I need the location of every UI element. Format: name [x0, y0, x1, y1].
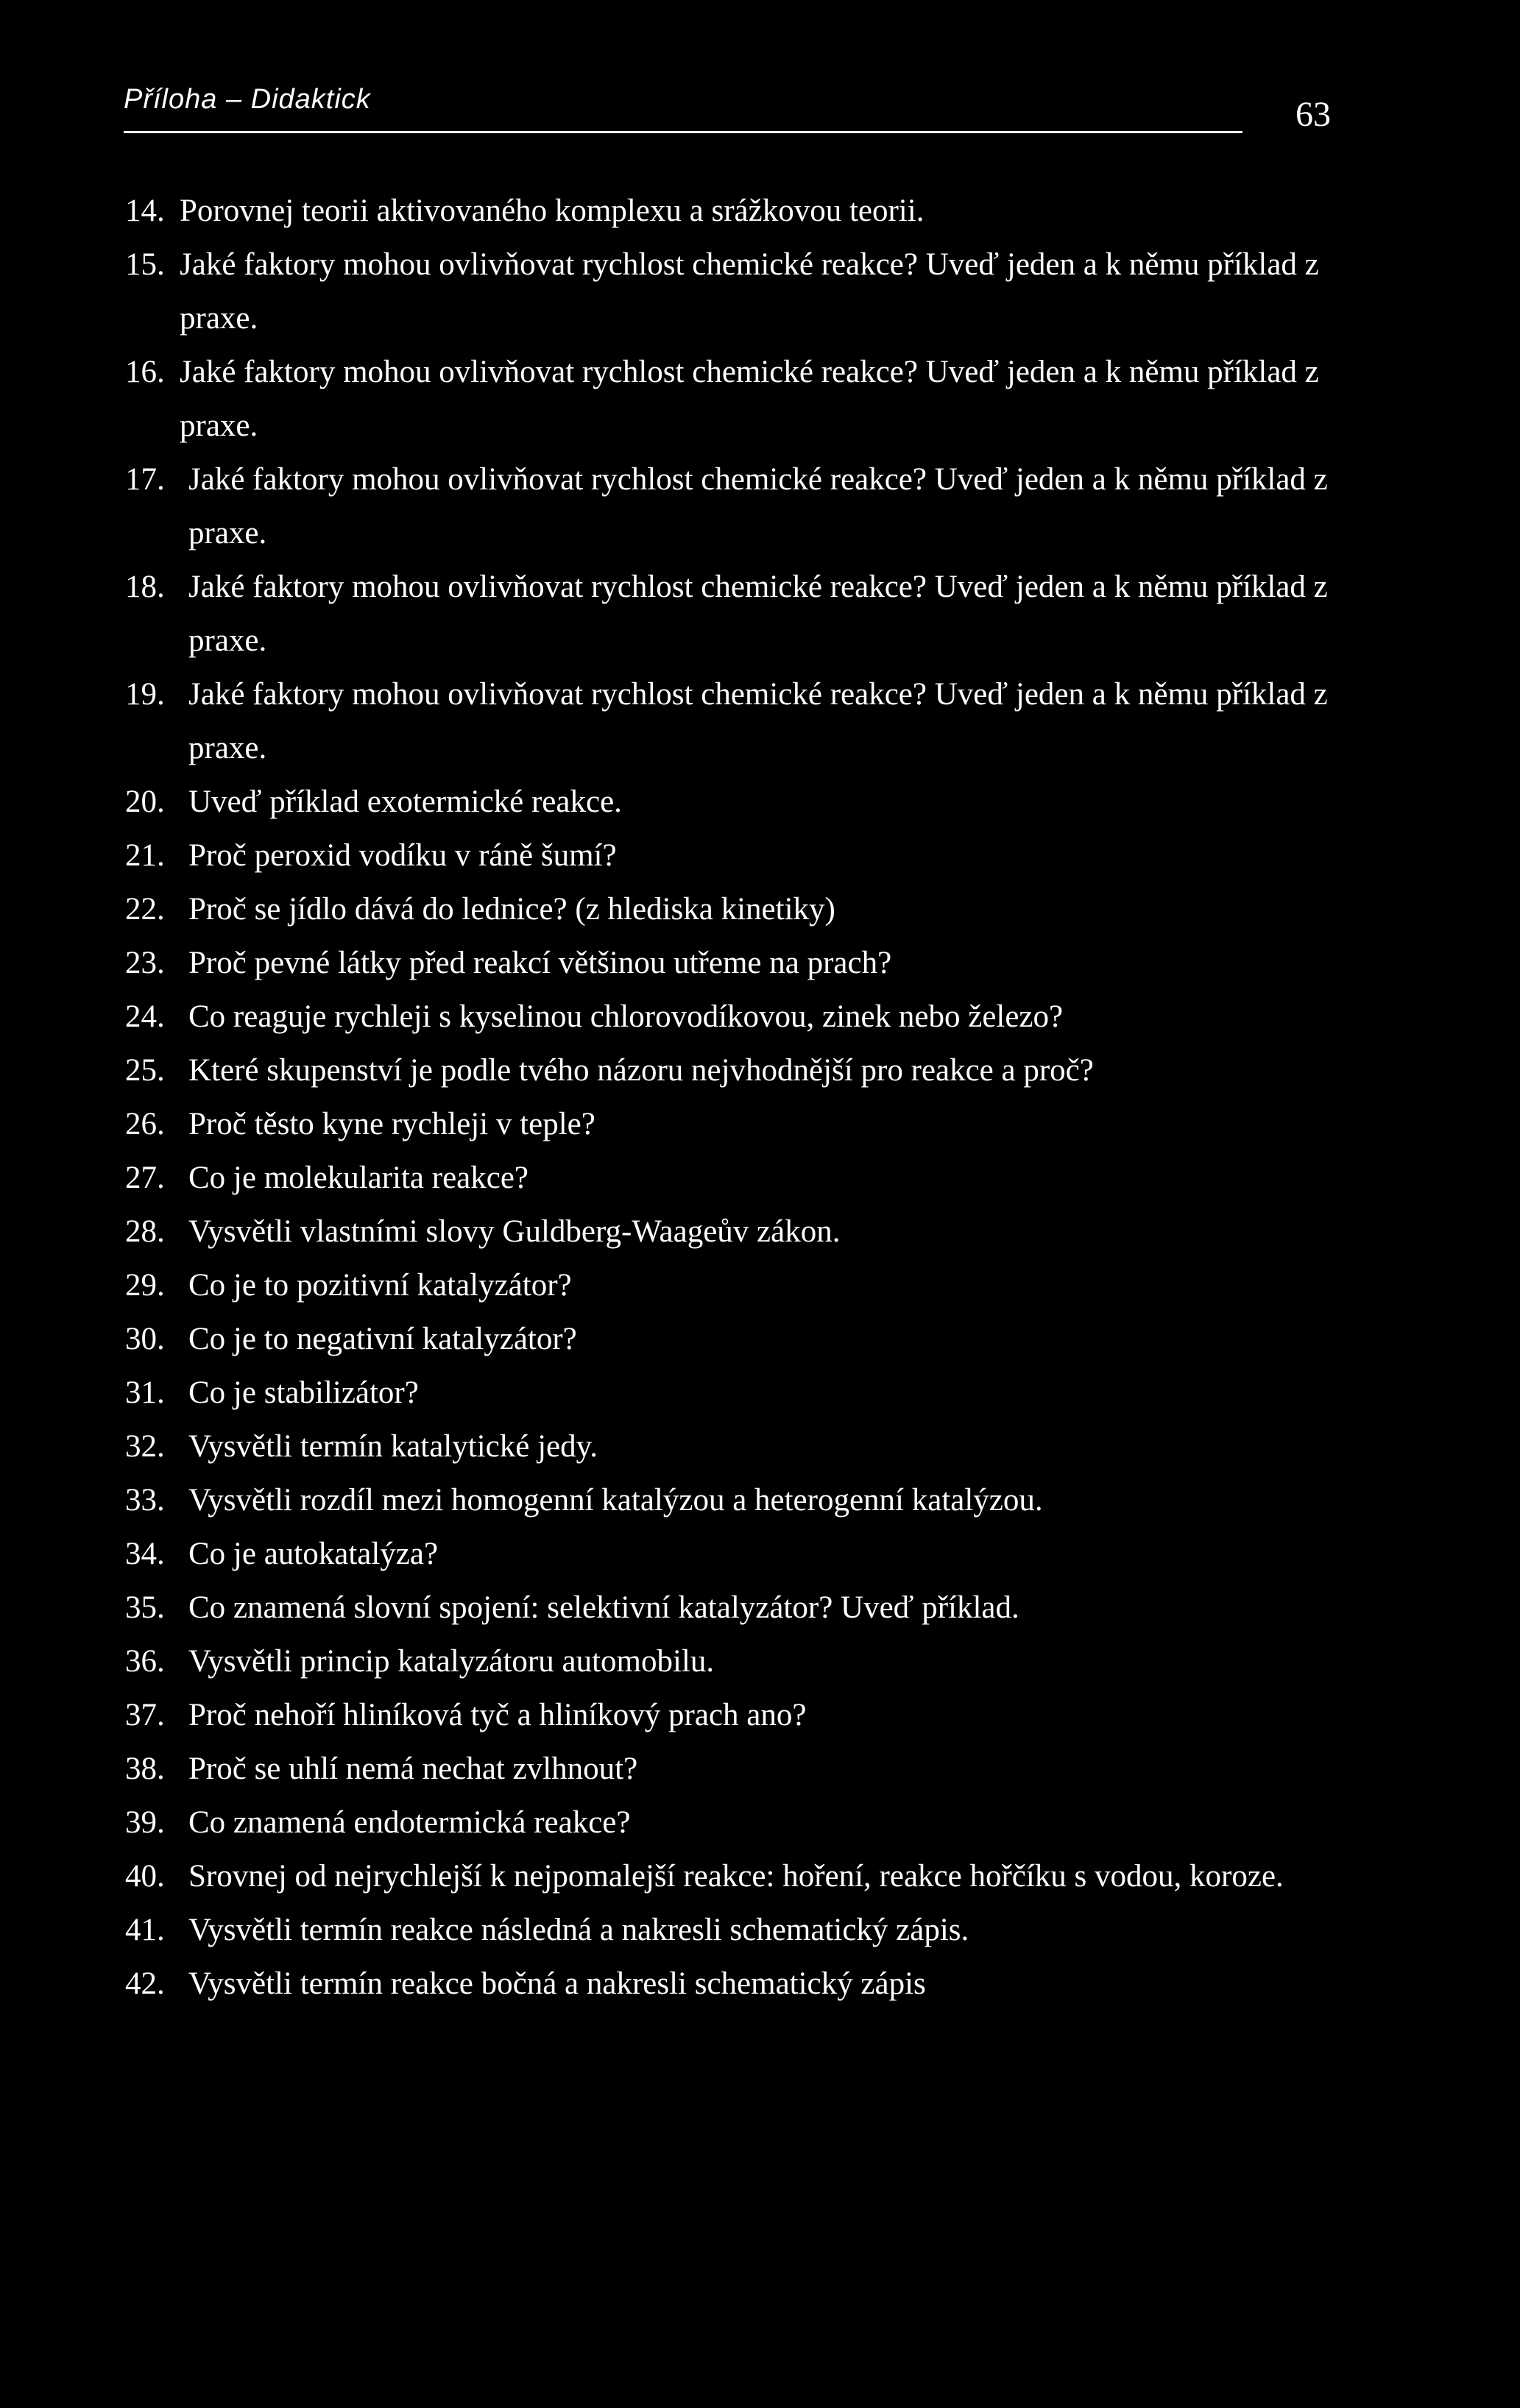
question-number: 29.	[125, 1268, 165, 1303]
question-item	[125, 1205, 1472, 1258]
question-number: 33.	[125, 1483, 165, 1518]
question-text: Jaké faktory mohou ovlivňovat rychlost chemické reakce? Uveď jeden a k němu příklad z praxe.	[180, 355, 1319, 443]
question-text: Porovnej teorii aktivovaného komplexu a srážkovou teorii.	[180, 194, 925, 228]
question-text: Co znamená endotermická reakce?	[188, 1805, 631, 1840]
question-item	[125, 775, 1472, 829]
question-item	[125, 1044, 1472, 1097]
question-text: Co je autokatalýza?	[188, 1537, 439, 1571]
question-text: Proč pevné látky před reakcí většinou utřeme na prach?	[188, 946, 892, 980]
question-item	[125, 1796, 1472, 1849]
question-number: 24.	[125, 999, 165, 1034]
question-number: 28.	[125, 1214, 165, 1249]
question-number: 38.	[125, 1752, 165, 1786]
question-text: Co znamená slovní spojení: selektivní katalyzátor? Uveď příklad.	[188, 1590, 1019, 1625]
question-number: 20.	[125, 785, 165, 819]
question-number: 17.	[125, 462, 165, 497]
question-number: 37.	[125, 1698, 165, 1732]
page-header	[124, 79, 1242, 133]
question-text: Proč se jídlo dává do lednice? (z hlediska kinetiky)	[188, 892, 835, 927]
question-number: 18.	[125, 570, 165, 604]
question-item	[125, 667, 1472, 775]
question-text: Vysvětli termín katalytické jedy.	[188, 1429, 598, 1464]
question-text: Co je to pozitivní katalyzátor?	[188, 1268, 572, 1303]
question-number: 23.	[125, 946, 165, 980]
question-item	[125, 1581, 1472, 1635]
question-item	[125, 238, 1472, 345]
question-number: 25.	[125, 1053, 165, 1088]
question-text: Co je to negativní katalyzátor?	[188, 1322, 577, 1356]
question-number: 41.	[125, 1913, 165, 1947]
header-title: Příloha – Didaktick	[124, 84, 371, 115]
question-number: 27.	[125, 1161, 165, 1195]
question-item	[125, 345, 1472, 453]
question-text: Proč těsto kyne rychleji v teple?	[188, 1107, 595, 1141]
question-number: 34.	[125, 1537, 165, 1571]
question-text: Co je stabilizátor?	[188, 1375, 419, 1410]
question-text: Jaké faktory mohou ovlivňovat rychlost chemické reakce? Uveď jeden a k němu příklad z praxe.	[188, 677, 1328, 765]
question-list	[125, 184, 1472, 2011]
question-number: 22.	[125, 892, 165, 927]
question-number: 21.	[125, 838, 165, 873]
question-item	[125, 1312, 1472, 1366]
question-text: Jaké faktory mohou ovlivňovat rychlost chemické reakce? Uveď jeden a k němu příklad z praxe.	[188, 570, 1328, 658]
question-number: 30.	[125, 1322, 165, 1356]
question-item	[125, 1688, 1472, 1742]
question-item	[125, 1957, 1472, 2011]
question-text: Vysvětli rozdíl mezi homogenní katalýzou a heterogenní katalýzou.	[188, 1483, 1043, 1518]
question-text: Jaké faktory mohou ovlivňovat rychlost chemické reakce? Uveď jeden a k němu příklad z praxe.	[180, 247, 1319, 336]
question-number: 16.	[125, 355, 165, 389]
question-item	[125, 1849, 1472, 1903]
question-item	[125, 1903, 1472, 1957]
question-text: Proč nehoří hliníková tyč a hliníkový prach ano?	[188, 1698, 807, 1732]
question-number: 35.	[125, 1590, 165, 1625]
question-text: Srovnej od nejrychlejší k nejpomalejší reakce: hoření, reakce hořčíku s vodou, koroze.	[188, 1859, 1284, 1894]
question-number: 40.	[125, 1859, 165, 1894]
question-item	[125, 1366, 1472, 1420]
question-text: Vysvětli termín reakce bočná a nakresli schematický zápis	[188, 1966, 926, 2001]
question-text: Proč se uhlí nemá nechat zvlhnout?	[188, 1752, 638, 1786]
question-item	[125, 1097, 1472, 1151]
question-text: Které skupenství je podle tvého názoru nejvhodnější pro reakce a proč?	[188, 1053, 1094, 1088]
question-number: 31.	[125, 1375, 165, 1410]
question-text: Vysvětli princip katalyzátoru automobilu.	[188, 1644, 715, 1679]
question-item	[125, 1151, 1472, 1205]
question-text: Uveď příklad exotermické reakce.	[188, 785, 622, 819]
question-text: Co je molekularita reakce?	[188, 1161, 529, 1195]
question-item	[125, 1420, 1472, 1473]
question-number: 32.	[125, 1429, 165, 1464]
question-number: 14.	[125, 194, 165, 228]
question-item	[125, 1527, 1472, 1581]
question-item	[125, 882, 1472, 936]
question-item	[125, 936, 1472, 990]
question-number: 26.	[125, 1107, 165, 1141]
question-text: Jaké faktory mohou ovlivňovat rychlost chemické reakce? Uveď jeden a k němu příklad z praxe.	[188, 462, 1328, 550]
question-item	[125, 1635, 1472, 1688]
question-text: Vysvětli termín reakce následná a nakresli schematický zápis.	[188, 1913, 969, 1947]
question-item	[125, 829, 1472, 882]
question-number: 39.	[125, 1805, 165, 1840]
question-number: 15.	[125, 247, 165, 282]
question-item	[125, 1742, 1472, 1796]
question-item	[125, 1258, 1472, 1312]
question-item	[125, 1473, 1472, 1527]
question-item	[125, 990, 1472, 1044]
question-number: 36.	[125, 1644, 165, 1679]
question-text: Proč peroxid vodíku v ráně šumí?	[188, 838, 617, 873]
question-item	[125, 453, 1472, 560]
question-item	[125, 560, 1472, 667]
question-text: Co reaguje rychleji s kyselinou chlorovodíkovou, zinek nebo železo?	[188, 999, 1064, 1034]
question-text: Vysvětli vlastními slovy Guldberg-Waageův zákon.	[188, 1214, 841, 1249]
question-number: 42.	[125, 1966, 165, 2001]
question-number: 19.	[125, 677, 165, 712]
question-item	[125, 184, 1472, 238]
page-number: 63	[1295, 95, 1331, 134]
